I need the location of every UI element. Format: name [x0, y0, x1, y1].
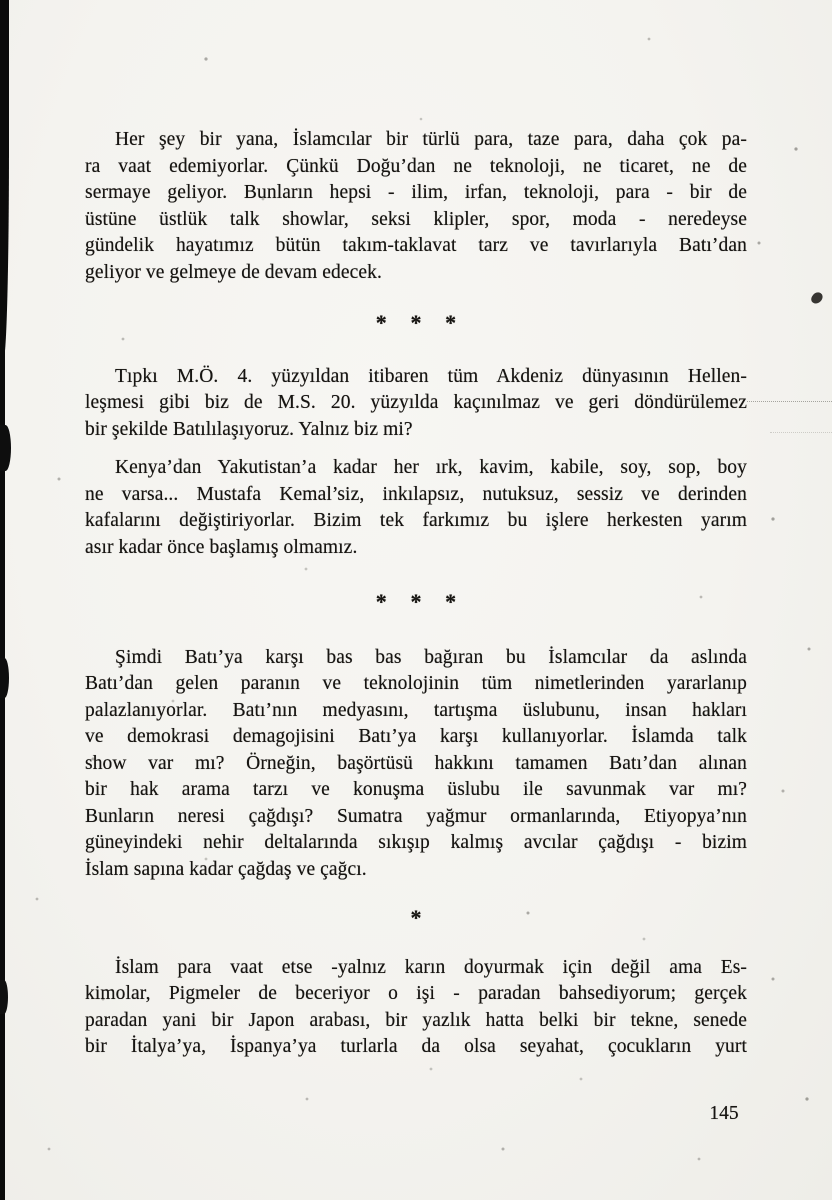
scan-artifact-line: [747, 401, 832, 402]
text-line: güneyindeki nehir deltalarında sıkışıp kalmış avcılar çağdışı - bizim: [85, 832, 747, 853]
text-line: üstüne üstlük talk showlar, seksi klipler, spor, moda - neredeyse: [85, 208, 747, 230]
text-line: kimolar, Pigmeler de beceriyor o işi - paradan bahsediyorum; gerçek: [85, 983, 747, 1004]
scan-artifact-line: [770, 432, 832, 433]
text-line: gündelik hayatımız bütün takım-taklavat tarz ve tavırlarıyla Batı’dan: [85, 235, 747, 256]
paragraph: [85, 955, 747, 1061]
page-text: [85, 127, 747, 1061]
text-line: paradan yani bir Japon arabası, bir yazlık hatta belki bir tekne, senede: [85, 1009, 747, 1031]
text-line: leşmesi gibi biz de M.S. 20. yüzyılda kaçınılmaz ve geri döndürülemez: [85, 392, 747, 413]
text-line: Şimdi Batı’ya karşı bas bas bağıran bu İslamcılar da aslında: [115, 646, 747, 668]
text-line: Bunların neresi çağdışı? Sumatra yağmur ormanlarında, Etiyopya’nın: [85, 805, 747, 827]
text-line: bir İtalya’ya, İspanya’ya turlarla da olsa seyahat, çocukların yurt: [85, 1036, 747, 1057]
text-line: Tıpkı M.Ö. 4. yüzyıldan itibaren tüm Akdeniz dünyasının Hellen-: [115, 365, 747, 387]
scan-binding-bump: [0, 658, 9, 698]
text-line: ve demokrasi demagojisini Batı’ya karşı kullanıyorlar. İslamda talk: [85, 726, 747, 747]
text-line: show var mı? Örneğin, başörtüsü hakkını tamamen Batı’dan alınan: [85, 752, 747, 774]
scan-binding-bump: [0, 980, 8, 1014]
paragraph: [85, 645, 747, 884]
text-line: bir hak arama tarzı ve konuşma üslubu ile savunmak var mı?: [85, 779, 747, 800]
text-line: kafalarını değiştiriyorlar. Bizim tek farkımız bu işlere herkesten yarım: [85, 510, 747, 531]
section-separator: *: [410, 905, 422, 930]
text-line: Kenya’dan Yakutistan’a kadar her ırk, kavim, kabile, soy, sop, boy: [115, 457, 747, 478]
text-line: palazlanıyorlar. Batı’nın medyasını, tartışma üslubunu, insan hakları: [85, 699, 747, 721]
paragraph: [85, 364, 747, 444]
text-line: geliyor ve gelmeye de devam edecek.: [85, 261, 382, 283]
section-separator: * * *: [375, 310, 457, 335]
text-line: asır kadar önce başlamış olmamız.: [85, 536, 358, 558]
paragraph: [85, 455, 747, 561]
text-line: ra vaat edemiyorlar. Çünkü Doğu’dan ne teknoloji, ne ticaret, ne de: [85, 155, 747, 177]
paragraph: [85, 127, 747, 286]
text-line: sermaye geliyor. Bunların hepsi - ilim, irfan, teknoloji, para - bir de: [85, 182, 747, 203]
scan-binding-edge-top: [0, 0, 9, 358]
scan-binding-bump: [0, 425, 11, 471]
ink-smudge: [810, 290, 825, 305]
text-line: ne varsa... Mustafa Kemal’siz, inkılapsız, nutuksuz, sessiz ve derinden: [85, 483, 747, 505]
text-line: bir şekilde Batılılaşıyoruz. Yalnız biz mi?: [85, 418, 413, 440]
text-line: İslam para vaat etse -yalnız karın doyurmak için değil ama Es-: [115, 956, 747, 978]
text-line: İslam sapına kadar çağdaş ve çağcı.: [85, 858, 367, 880]
page-number: 145: [709, 1103, 739, 1124]
scan-speckles: [0, 0, 2, 2]
text-line: Batı’dan gelen paranın ve teknolojinin tüm nimetlerinden yararlanıp: [85, 673, 747, 694]
section-separator: * * *: [375, 589, 457, 614]
text-line: Her şey bir yana, İslamcılar bir türlü para, taze para, daha çok pa-: [115, 129, 747, 150]
